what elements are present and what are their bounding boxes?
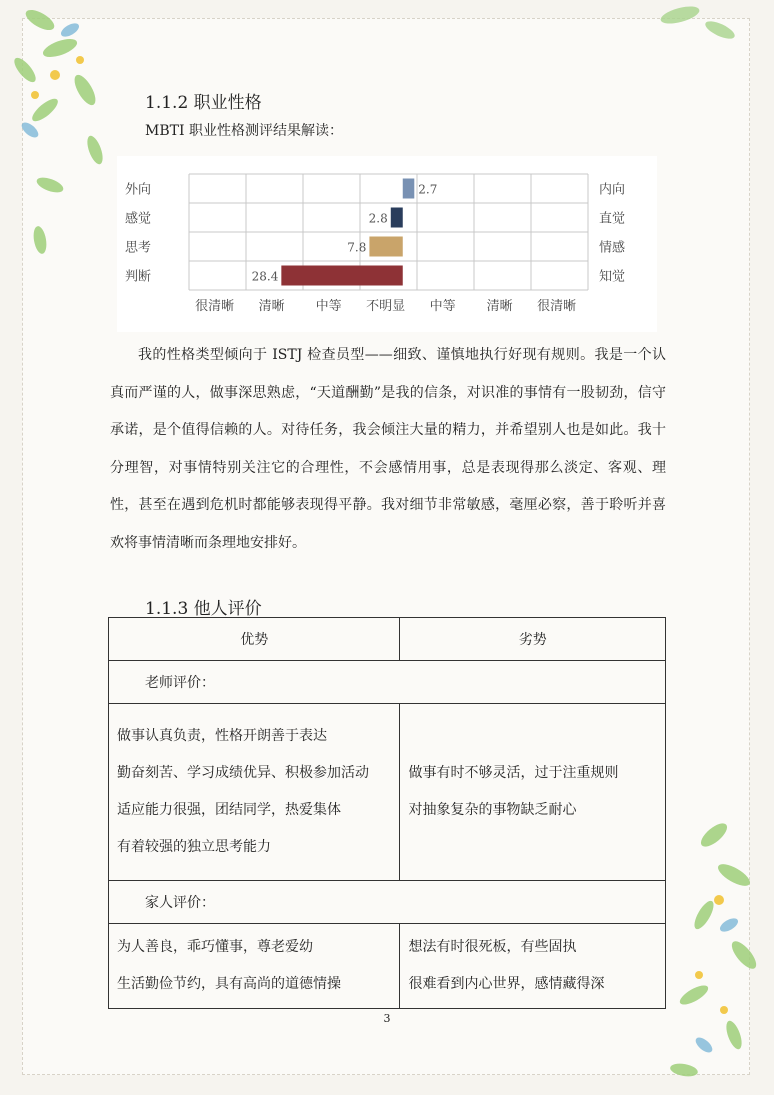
chart-bar xyxy=(369,237,402,257)
table-header-row xyxy=(109,618,666,661)
family-strengths xyxy=(109,924,400,1009)
section-title-personality: 1.1.2 职业性格 xyxy=(145,93,262,113)
category-label-right: 知觉 xyxy=(599,269,626,285)
section-title-evaluation: 1.1.3 他人评价 xyxy=(145,599,262,619)
list-item: 很难看到内心世界，感情藏得深 xyxy=(408,976,605,992)
x-tick-label: 清晰 xyxy=(486,299,513,314)
list-item: 勤奋刻苦、学习成绩优异、积极参加活动 xyxy=(117,765,369,781)
mbti-chart xyxy=(117,156,657,332)
family-section-row xyxy=(109,881,666,924)
data-label: 2.7 xyxy=(418,182,438,197)
x-tick-label: 不明显 xyxy=(366,299,406,314)
list-item: 有着较强的独立思考能力 xyxy=(117,839,271,855)
teacher-section-row xyxy=(109,661,666,704)
data-label: 2.8 xyxy=(368,211,388,226)
list-item: 做事有时不够灵活，过于注重规则 xyxy=(408,765,619,781)
header-weakness: 劣势 xyxy=(400,618,666,661)
list-item: 对抽象复杂的事物缺乏耐心 xyxy=(408,802,577,818)
list-item: 生活勤俭节约，具有高尚的道德情操 xyxy=(117,976,341,992)
data-label: 7.8 xyxy=(347,240,367,255)
x-tick-label: 中等 xyxy=(429,299,456,314)
list-item: 想法有时很死板，有些固执 xyxy=(408,939,577,955)
data-label: 28.4 xyxy=(251,269,279,284)
mbti-chart-container xyxy=(117,156,657,332)
list-item: 为人善良，乖巧懂事，尊老爱幼 xyxy=(117,939,313,955)
teacher-content-row xyxy=(109,704,666,881)
mbti-intro: MBTI 职业性格测评结果解读： xyxy=(145,123,343,139)
list-item: 适应能力很强，团结同学，热爱集体 xyxy=(117,802,341,818)
header-strength: 优势 xyxy=(109,618,400,661)
category-label-left: 思考 xyxy=(125,240,152,256)
chart-bar xyxy=(391,208,403,228)
teacher-label: 老师评价： xyxy=(109,661,666,704)
list-item: 做事认真负责，性格开朗善于表达 xyxy=(117,728,327,744)
teacher-strengths xyxy=(109,704,400,881)
x-tick-label: 中等 xyxy=(315,299,342,314)
category-label-right: 内向 xyxy=(599,182,626,198)
personality-description: 我的性格类型倾向于 ISTJ 检查员型——细致、谨慎地执行好现有规则。我是一个认真而严谨的人，做事深思熟虑，“天道酬勤”是我的信条，对识准的事情有一股韧劲，信守承诺，是个值得信赖的人。对待任务，我会倾注大量的精力，并希望别人也是如此。我十分理智，对事情特别关注它的合理性，不会感情用事，总是表现得那么淡定、客观、理性，甚至在遇到危机时都能够表现得平静。我对细节非常敏感，毫厘必察，善于聆听并喜欢将事情清晰而条理地安排好。 xyxy=(110,347,666,551)
x-tick-label: 清晰 xyxy=(258,299,285,314)
family-label: 家人评价： xyxy=(109,881,666,924)
page-number: 3 xyxy=(383,1012,391,1025)
category-label-left: 感觉 xyxy=(125,211,152,227)
category-label-right: 直觉 xyxy=(599,211,626,227)
chart-bar xyxy=(281,266,402,286)
category-label-right: 情感 xyxy=(599,240,626,256)
x-tick-label: 很清晰 xyxy=(195,299,235,314)
family-content-row xyxy=(109,924,666,1009)
family-weaknesses xyxy=(400,924,666,1009)
category-label-left: 判断 xyxy=(125,269,152,285)
x-tick-label: 很清晰 xyxy=(537,299,577,314)
chart-bar xyxy=(403,179,415,199)
evaluation-table xyxy=(108,617,666,1009)
teacher-weaknesses xyxy=(400,704,666,881)
category-label-left: 外向 xyxy=(125,182,152,198)
